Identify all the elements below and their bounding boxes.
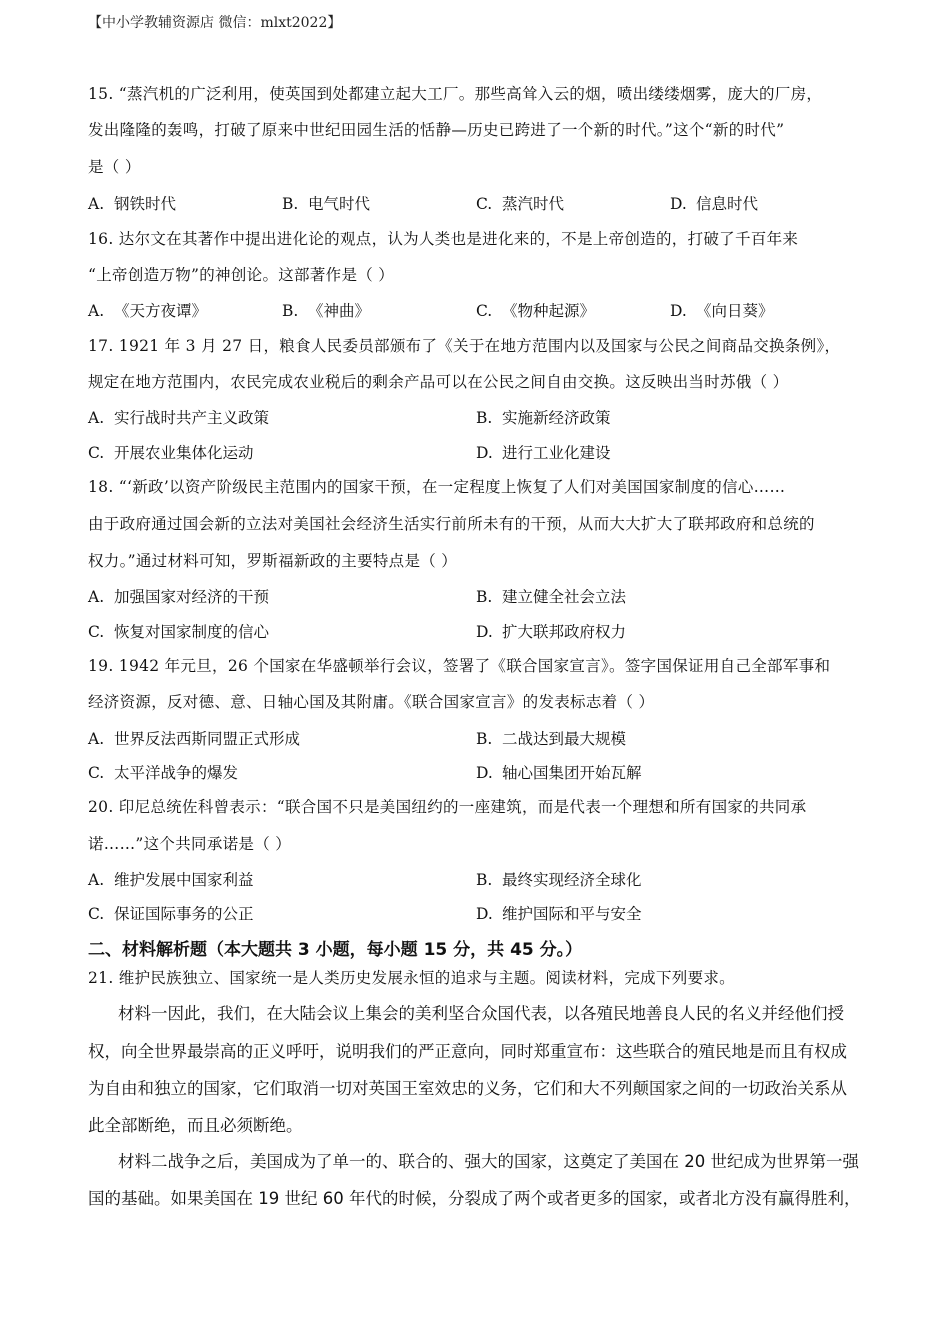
- option-text: 保证国际事务的公正: [114, 905, 254, 923]
- material2-line-2: 国的基础。如果美国在 19 世纪 60 年代的时候，分裂成了两个或者更多的国家，或者北方没有赢得胜利，: [88, 1189, 861, 1208]
- q16-option-c: [476, 299, 595, 321]
- q20-option-a: [88, 868, 254, 890]
- option-letter: A.: [88, 195, 105, 213]
- option-text: 太平洋战争的爆发: [114, 764, 239, 782]
- option-letter: C.: [476, 302, 493, 320]
- option-letter: A.: [88, 409, 105, 427]
- option-text: 信息时代: [696, 195, 759, 213]
- option-text: 世界反法西斯同盟正式形成: [114, 730, 301, 748]
- option-letter: C.: [88, 444, 105, 462]
- q17-line-2: 规定在地方范围内，农民完成农业税后的剩余产品可以在公民之间自由交换。这反映出当时苏俄（ ）: [88, 373, 789, 391]
- option-letter: B.: [476, 409, 493, 427]
- material1-line-3: 为自由和独立的国家，它们取消一切对英国王室效忠的义务，它们和大不列颠国家之间的一切政治关系从: [88, 1079, 847, 1098]
- q16-line-1: 16. 达尔文在其著作中提出进化论的观点，认为人类也是进化来的，不是上帝创造的，打破了千百年来: [88, 230, 799, 248]
- option-text: 维护发展中国家利益: [114, 871, 254, 889]
- option-text: 扩大联邦政府权力: [502, 623, 627, 641]
- q15-option-c: [476, 192, 564, 214]
- q20-line-1: 20. 印尼总统佐科曾表示：“联合国不只是美国纽约的一座建筑，而是代表一个理想和所有国家的共同承: [88, 798, 807, 816]
- q15-option-b: [282, 192, 370, 214]
- option-text: 《天方夜谭》: [114, 302, 208, 320]
- option-text: 《物种起源》: [502, 302, 596, 320]
- option-text: 实施新经济政策: [502, 409, 611, 427]
- q18-option-c: [88, 620, 269, 642]
- material1-line-2: 权，向全世界最崇高的正义呼吁，说明我们的严正意向，同时郑重宣布：这些联合的殖民地是而且有权成: [88, 1042, 847, 1061]
- option-text: 维护国际和平与安全: [502, 905, 642, 923]
- option-text: 实行战时共产主义政策: [114, 409, 270, 427]
- q18-option-a: [88, 585, 269, 607]
- q18-option-d: [476, 620, 626, 642]
- q16-line-2: “上帝创造万物”的神创论。这部著作是（ ）: [88, 266, 395, 284]
- option-text: 开展农业集体化运动: [114, 444, 254, 462]
- q15-line-2: 发出隆隆的轰鸣，打破了原来中世纪田园生活的恬静—历史已跨进了一个新的时代。”这个“新的时代”: [88, 121, 785, 139]
- option-letter: A.: [88, 871, 105, 889]
- q16-option-a: [88, 299, 207, 321]
- material2-line-1: 材料二战争之后，美国成为了单一的、联合的、强大的国家，这奠定了美国在 20 世纪成为世界第一强: [118, 1152, 859, 1171]
- page-header: 【中小学教辅资源店 微信：mlxt2022】: [88, 15, 342, 31]
- q18-line-3: 权力。”通过材料可知，罗斯福新政的主要特点是（ ）: [88, 552, 458, 570]
- option-letter: D.: [476, 764, 493, 782]
- q17-option-d: [476, 441, 611, 463]
- q19-line-2: 经济资源，反对德、意、日轴心国及其附庸。《联合国家宣言》的发表标志着（ ）: [88, 693, 655, 711]
- q20-option-b: [476, 868, 642, 890]
- option-letter: A.: [88, 588, 105, 606]
- option-letter: D.: [476, 623, 493, 641]
- option-text: 建立健全社会立法: [502, 588, 627, 606]
- material1-line-1: 材料一因此，我们，在大陆会议上集会的美利坚合众国代表，以各殖民地善良人民的名义并经他们授: [118, 1004, 844, 1023]
- option-letter: A.: [88, 302, 105, 320]
- option-text: 轴心国集团开始瓦解: [502, 764, 642, 782]
- q20-line-2: 诺……”这个共同承诺是（ ）: [88, 835, 292, 853]
- option-text: 蒸汽时代: [502, 195, 565, 213]
- q17-option-b: [476, 406, 611, 428]
- q19-option-d: [476, 761, 642, 783]
- option-letter: D.: [476, 905, 493, 923]
- q19-option-a: [88, 727, 300, 749]
- option-letter: C.: [476, 195, 493, 213]
- q16-option-d: [670, 299, 774, 321]
- option-letter: C.: [88, 623, 105, 641]
- q18-line-2: 由于政府通过国会新的立法对美国社会经济生活实行前所未有的干预，从而大大扩大了联邦政府和总统的: [88, 515, 815, 533]
- q17-line-1: 17. 1921 年 3 月 27 日，粮食人民委员部颁布了《关于在地方范围内以及国家与公民之间商品交换条例》，: [88, 337, 841, 355]
- q19-option-c: [88, 761, 238, 783]
- q20-option-d: [476, 902, 642, 924]
- q21-prompt: 21. 维护民族独立、国家统一是人类历史发展永恒的追求与主题。阅读材料，完成下列要求。: [88, 969, 735, 987]
- option-letter: C.: [88, 905, 105, 923]
- option-text: 《向日葵》: [696, 302, 774, 320]
- option-letter: B.: [476, 730, 493, 748]
- q15-line-1: 15. “蒸汽机的广泛利用，使英国到处都建立起大工厂。那些高耸入云的烟，喷出缕缕烟雾，庞大的厂房，: [88, 85, 823, 103]
- q18-option-b: [476, 585, 626, 607]
- option-text: 最终实现经济全球化: [502, 871, 642, 889]
- q19-option-b: [476, 727, 626, 749]
- option-text: 加强国家对经济的干预: [114, 588, 270, 606]
- option-letter: B.: [282, 195, 299, 213]
- q17-option-a: [88, 406, 269, 428]
- material1-line-4: 此全部断绝，而且必须断绝。: [88, 1116, 303, 1135]
- option-text: 恢复对国家制度的信心: [114, 623, 270, 641]
- option-letter: D.: [476, 444, 493, 462]
- q17-option-c: [88, 441, 254, 463]
- q19-line-1: 19. 1942 年元旦，26 个国家在华盛顿举行会议，签署了《联合国家宣言》。签字国保证用自己全部军事和: [88, 657, 831, 675]
- q20-option-c: [88, 902, 254, 924]
- q18-line-1: 18. “‘新政’以资产阶级民主范围内的国家干预，在一定程度上恢复了人们对美国国家制度的信心……: [88, 478, 786, 496]
- option-letter: A.: [88, 730, 105, 748]
- option-text: 电气时代: [308, 195, 371, 213]
- q15-option-d: [670, 192, 758, 214]
- option-text: 《神曲》: [308, 302, 371, 320]
- option-letter: B.: [476, 871, 493, 889]
- q15-line-3: 是（ ）: [88, 158, 141, 176]
- option-letter: B.: [282, 302, 299, 320]
- option-text: 进行工业化建设: [502, 444, 611, 462]
- option-letter: B.: [476, 588, 493, 606]
- q16-option-b: [282, 299, 370, 321]
- option-letter: C.: [88, 764, 105, 782]
- option-letter: D.: [670, 195, 687, 213]
- option-letter: D.: [670, 302, 687, 320]
- section-title: 二、材料解析题（本大题共 3 小题，每小题 15 分，共 45 分。）: [88, 940, 583, 960]
- q15-option-a: [88, 192, 176, 214]
- option-text: 二战达到最大规模: [502, 730, 627, 748]
- option-text: 钢铁时代: [114, 195, 177, 213]
